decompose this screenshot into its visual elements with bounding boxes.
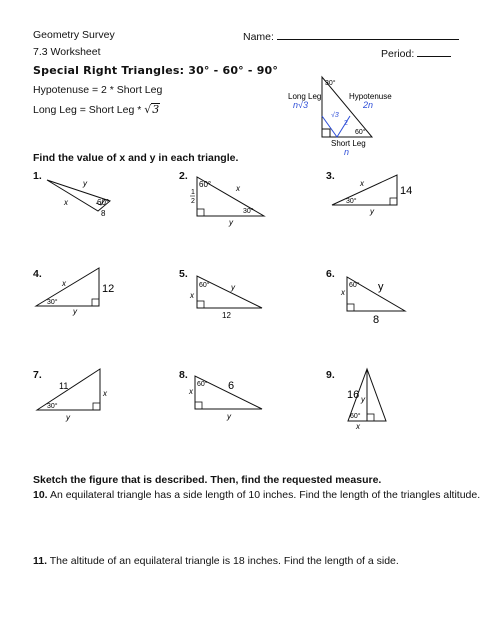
p3-x: x — [360, 179, 364, 188]
name-field — [243, 29, 459, 43]
ref-bottom-angle: 60° — [355, 129, 366, 136]
problem-5-number: 5. — [179, 268, 188, 280]
p2-angle30: 30° — [243, 208, 254, 215]
p4-side: 12 — [102, 283, 115, 295]
p2-y: y — [229, 218, 233, 227]
p2-angle60: 60° — [199, 180, 212, 189]
period-blank — [417, 46, 451, 57]
p5-side: 12 — [222, 311, 231, 320]
triangle-4 — [36, 268, 114, 316]
long-leg-rule — [33, 103, 160, 116]
sketch-instructions: Sketch the figure that is described. Then, find the requested measure. — [33, 474, 382, 486]
p3-angle: 30° — [346, 198, 357, 205]
ref-long-leg-label: Long Leg — [288, 92, 322, 101]
ref-long-leg-value: n√3 — [293, 100, 308, 110]
triangle-7 — [37, 369, 108, 422]
sqrt-radicand: 3 — [152, 103, 160, 116]
ref-hypotenuse-label: Hypotenuse — [349, 92, 392, 101]
p7-angle: 30° — [47, 403, 58, 410]
p4-x: x — [62, 279, 66, 288]
question-11-number: 11. — [33, 555, 48, 567]
triangle-2 — [190, 177, 264, 227]
ref-top-angle: 30° — [325, 80, 336, 87]
course-name: Geometry Survey — [33, 29, 115, 41]
p1-y: y — [83, 179, 87, 188]
problem-7-number: 7. — [33, 369, 42, 381]
p2-two: 2 — [191, 198, 195, 205]
triangle-6 — [340, 277, 405, 326]
p4-angle: 30° — [47, 299, 58, 306]
sqrt-symbol: √3 — [144, 103, 160, 116]
triangle-1 — [47, 179, 110, 218]
problem-3-number: 3. — [326, 170, 335, 182]
p6-angle: 60° — [349, 282, 360, 289]
instructions: Find the value of x and y in each triangle. — [33, 152, 239, 164]
page-title: Special Right Triangles: 30° - 60° - 90° — [33, 64, 279, 77]
p6-x: x — [341, 288, 345, 297]
p9-x: x — [356, 422, 360, 431]
p8-y: y — [227, 412, 231, 421]
ref-inner-2: 2 — [344, 120, 348, 127]
p6-y: y — [378, 281, 384, 293]
p8-side: 6 — [228, 380, 235, 392]
triangle-5 — [189, 276, 262, 320]
p1-side: 8 — [101, 209, 106, 218]
long-leg-rule-text: Long Leg = Short Leg * — [33, 104, 142, 116]
p7-y: y — [66, 413, 70, 422]
p2-one: 1 — [191, 189, 195, 196]
triangle-8 — [188, 376, 262, 421]
problem-4-number: 4. — [33, 268, 42, 280]
problem-2-number: 2. — [179, 170, 188, 182]
p2-x: x — [236, 184, 240, 193]
p7-side: 11 — [59, 381, 69, 391]
p3-y: y — [370, 207, 374, 216]
triangle-9 — [347, 369, 386, 431]
question-11-text: The altitude of an equilateral triangle is 18 inches. Find the length of a side. — [49, 555, 399, 567]
p1-angle: 60° — [97, 198, 110, 207]
name-label: Name: — [243, 31, 274, 43]
problem-6-number: 6. — [326, 268, 335, 280]
question-10-text: An equilateral triangle has a side length of 10 inches. Find the length of the triangles altitude. — [49, 489, 481, 501]
p1-x: x — [64, 198, 68, 207]
hypotenuse-rule: Hypotenuse = 2 * Short Leg — [33, 84, 163, 96]
ref-inner-sqrt3: √3 — [331, 112, 339, 119]
p5-angle: 60° — [199, 282, 210, 289]
question-10 — [33, 489, 480, 501]
p9-side: 16 — [347, 389, 360, 401]
worksheet-number: 7.3 Worksheet — [33, 46, 101, 58]
problem-1-number: 1. — [33, 170, 42, 182]
p7-x: x — [103, 389, 107, 398]
question-11 — [33, 555, 399, 567]
p9-angle: 60° — [350, 413, 361, 420]
p6-side: 8 — [373, 314, 380, 326]
p8-angle: 60° — [197, 381, 208, 388]
question-10-number: 10. — [33, 489, 48, 501]
p5-y: y — [231, 283, 235, 292]
problem-9-number: 9. — [326, 369, 335, 381]
p5-x: x — [190, 291, 194, 300]
p4-y: y — [73, 307, 77, 316]
ref-short-leg-value: n — [344, 147, 350, 157]
period-label: Period: — [381, 48, 415, 60]
triangle-3 — [332, 175, 412, 216]
problem-8-number: 8. — [179, 369, 188, 381]
period-field — [381, 46, 451, 60]
ref-hypotenuse-value: 2n — [363, 100, 374, 110]
p9-y: y — [361, 395, 365, 404]
p8-x: x — [189, 387, 193, 396]
ref-short-leg-label: Short Leg — [331, 139, 366, 148]
name-blank — [277, 29, 459, 40]
p3-side: 14 — [400, 185, 413, 197]
